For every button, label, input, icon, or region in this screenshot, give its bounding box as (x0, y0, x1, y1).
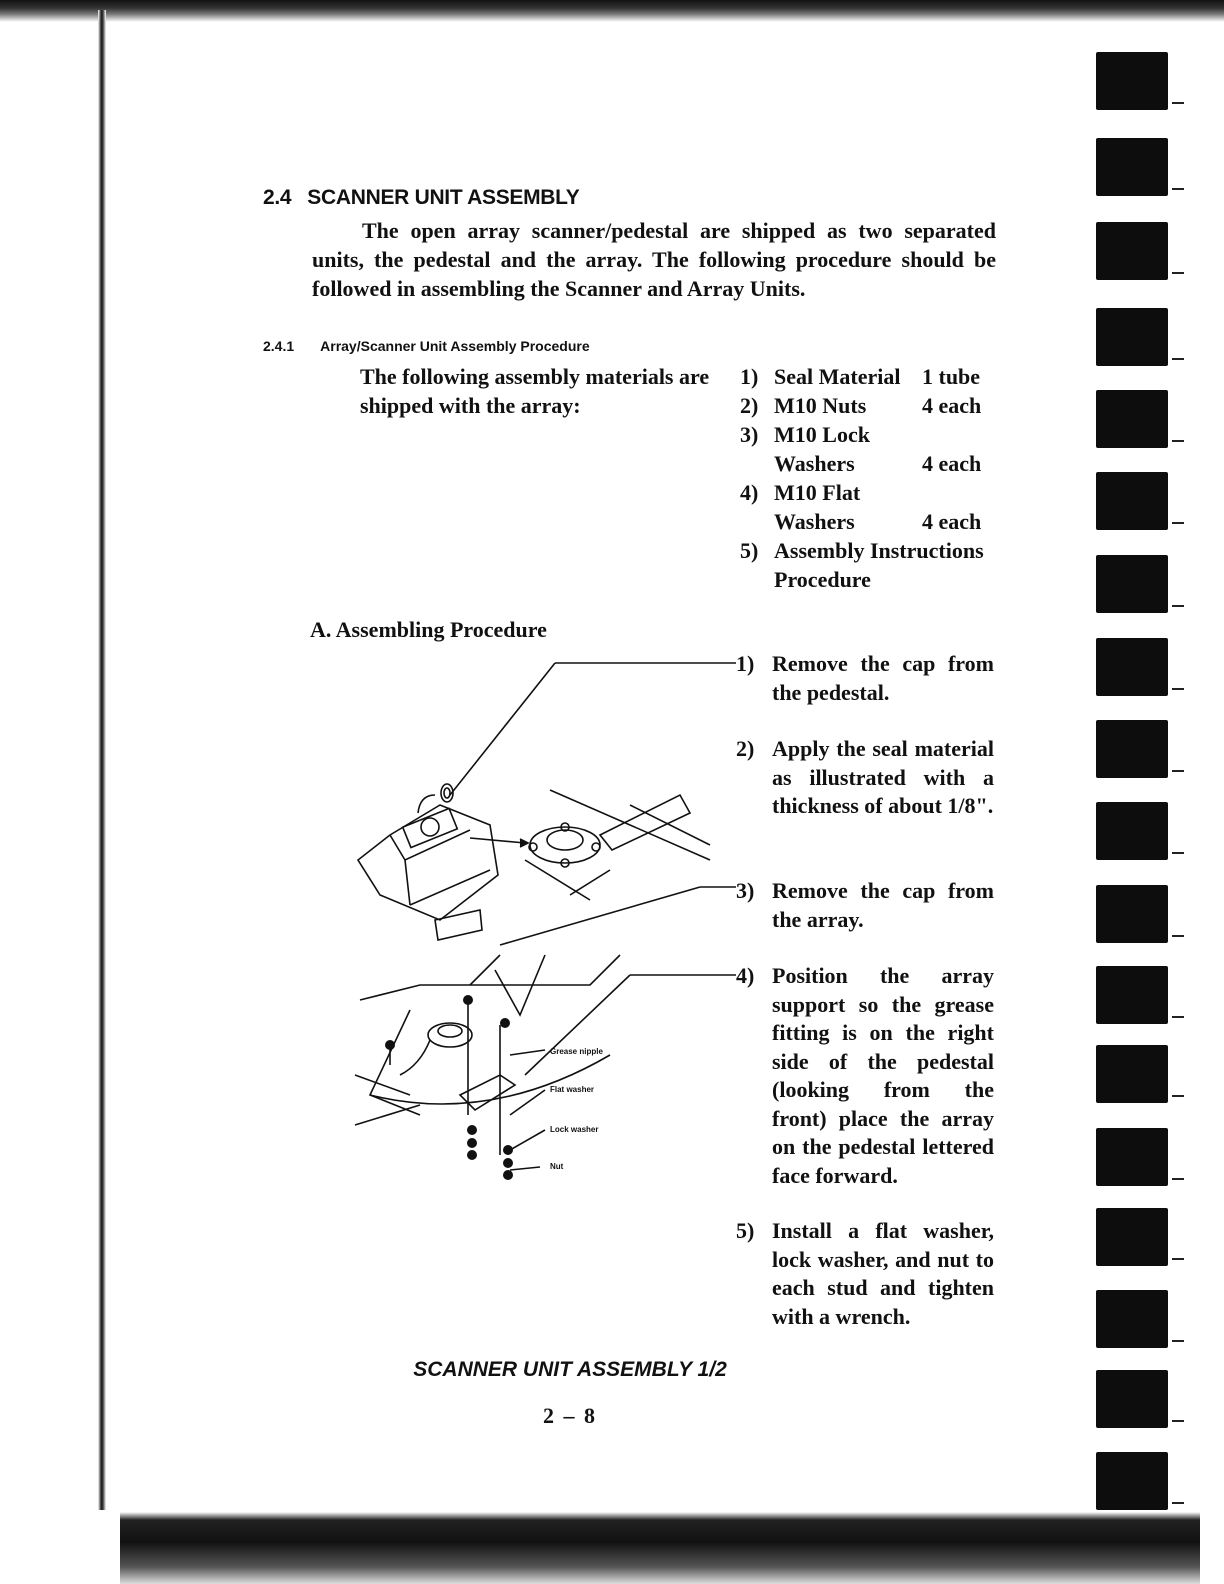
binding-tab (1096, 52, 1168, 110)
step-number: 4) (736, 963, 755, 988)
binding-tab (1096, 720, 1168, 778)
list-item (740, 478, 1000, 507)
item-name-continued: Washers (774, 451, 855, 476)
page-number: 2 – 8 (543, 1403, 597, 1428)
scan-edge-bottom (120, 1512, 1200, 1584)
binding-tab (1096, 308, 1168, 366)
binding-tab (1096, 472, 1168, 530)
binding-tab (1096, 885, 1168, 943)
list-item (740, 536, 1000, 565)
item-quantity: 4 each (922, 509, 982, 534)
binding-tab (1096, 802, 1168, 860)
step-number: 3) (736, 878, 755, 903)
list-item-continuation (740, 507, 1000, 536)
item-name: M10 Nuts (774, 393, 867, 418)
materials-intro: The following assembly materials are shipped with the array: (360, 364, 710, 418)
item-name: Assembly Instructions (774, 538, 984, 563)
subsection-heading (263, 338, 590, 354)
item-name: M10 Flat (774, 480, 861, 505)
step-number: 1) (736, 651, 755, 676)
step-text: Apply the seal material as illustrated with a thickness of about 1/8". (772, 736, 994, 818)
step-number: 2) (736, 736, 755, 761)
section-number: 2.4 (263, 186, 292, 209)
step-text: Remove the cap from the array. (772, 878, 994, 932)
step-text: Remove the cap from the pedestal. (772, 651, 994, 705)
binding-tab (1096, 1045, 1168, 1103)
item-number: 5) (740, 538, 759, 563)
item-name-continued: Procedure (774, 567, 871, 592)
subsection-title: Array/Scanner Unit Assembly Procedure (320, 338, 590, 354)
section-intro (312, 216, 996, 303)
binding-tab (1096, 638, 1168, 696)
binding-tab (1096, 138, 1168, 196)
list-item (736, 962, 994, 1190)
item-quantity: 4 each (922, 393, 982, 418)
item-name: M10 Lock (774, 422, 870, 447)
list-item-continuation (740, 449, 1000, 478)
label-nut: Nut (550, 1162, 564, 1171)
binding-tabs (1096, 40, 1186, 1520)
materials-list (740, 362, 1000, 594)
item-number: 2) (740, 393, 759, 418)
procedure-heading: A. Assembling Procedure (310, 617, 547, 642)
section-intro-text: The open array scanner/pedestal are shipped as two separated units, the pedestal and the array. The following procedure should be followed in assembling the Scanner and Array Units. (312, 218, 996, 301)
binding-tab (1096, 1290, 1168, 1348)
list-item (736, 735, 994, 821)
binding-tab (1096, 390, 1168, 448)
section-title: SCANNER UNIT ASSEMBLY (307, 186, 580, 209)
step-number: 5) (736, 1218, 755, 1243)
item-number: 3) (740, 422, 759, 447)
item-number: 4) (740, 480, 759, 505)
list-item (736, 1217, 994, 1331)
list-item (740, 391, 1000, 420)
item-quantity: 1 tube (922, 364, 981, 389)
label-grease-nipple: Grease nipple (550, 1047, 603, 1056)
item-quantity: 4 each (922, 451, 982, 476)
binding-tab (1096, 1128, 1168, 1186)
subsection-number: 2.4.1 (263, 338, 295, 354)
label-lock-washer: Lock washer (550, 1125, 599, 1134)
step-text: Install a flat washer, lock washer, and nut to each stud and tighten with a wrench. (772, 1218, 994, 1329)
binding-tab (1096, 1452, 1168, 1510)
page-footer-title: SCANNER UNIT ASSEMBLY 1/2 (413, 1358, 727, 1381)
list-item (736, 650, 994, 707)
list-item (736, 877, 994, 934)
step-text: Position the array support so the grease fitting is on the right side of the pedestal (looking from the front) place the array on the pedestal lettered face forward. (772, 963, 994, 1188)
item-name-continued: Washers (774, 509, 855, 534)
scan-edge-left (98, 10, 106, 1510)
item-number: 1) (740, 364, 759, 389)
list-item-continuation (740, 565, 1000, 594)
list-item (740, 420, 1000, 449)
assembly-drawing (350, 655, 740, 1195)
scan-edge-top (0, 0, 1224, 22)
label-flat-washer: Flat washer (550, 1085, 595, 1094)
binding-tab (1096, 1208, 1168, 1266)
assembly-illustration (350, 655, 740, 1195)
list-item (740, 362, 1000, 391)
binding-tab (1096, 222, 1168, 280)
item-name: Seal Material (774, 364, 901, 389)
binding-tab (1096, 966, 1168, 1024)
binding-tab (1096, 555, 1168, 613)
section-heading (263, 186, 579, 210)
